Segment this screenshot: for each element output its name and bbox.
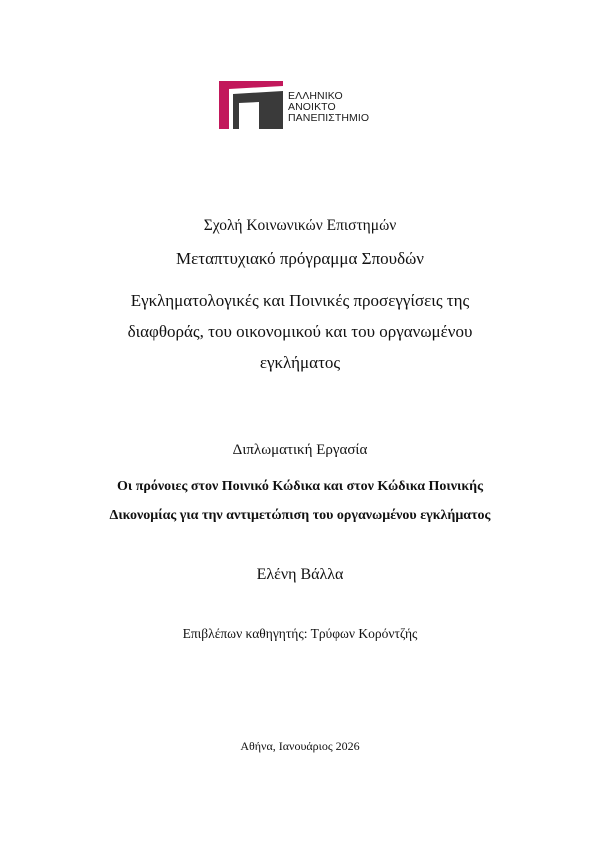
school-name: Σχολή Κοινωνικών Επιστημών (203, 217, 397, 234)
university-logo-text (288, 91, 369, 124)
place-date: Αθήνα, Ιανουάριος 2026 (240, 739, 360, 753)
program-title-line-2: διαφθοράς, του οικονομικού και του οργανωμένου (127, 322, 473, 341)
university-logo-emblem-icon (219, 81, 283, 129)
logo-line-3: ΠΑΝΕΠΙΣΤΗΜΙΟ (288, 112, 370, 124)
program-title-line-3: εγκλήματος (259, 353, 341, 372)
program-title (0, 285, 600, 378)
program-name: Μεταπτυχιακό πρόγραμμα Σπουδών (176, 249, 424, 268)
thesis-title (0, 472, 600, 530)
logo-line-2: ΑΝΟΙΚΤΟ (288, 101, 336, 113)
thesis-title-line-1: Οι πρόνοιες στον Ποινικό Κώδικα και στον Κώδικα Ποινικής (117, 479, 483, 494)
logo-line-1: ΕΛΛΗΝΙΚΟ (288, 90, 343, 102)
supervisor: Επιβλέπων καθηγητής: Τρύφων Κορόντζής (182, 626, 418, 641)
author-name: Ελένη Βάλλα (256, 566, 344, 583)
thesis-title-line-2: Δικονομίας για την αντιμετώπιση του οργανωμένου εγκλήματος (109, 508, 491, 523)
thesis-type: Διπλωματική Εργασία (232, 442, 368, 458)
program-title-line-1: Εγκληματολογικές και Ποινικές προσεγγίσεις της (130, 291, 470, 310)
university-logo (219, 81, 419, 129)
